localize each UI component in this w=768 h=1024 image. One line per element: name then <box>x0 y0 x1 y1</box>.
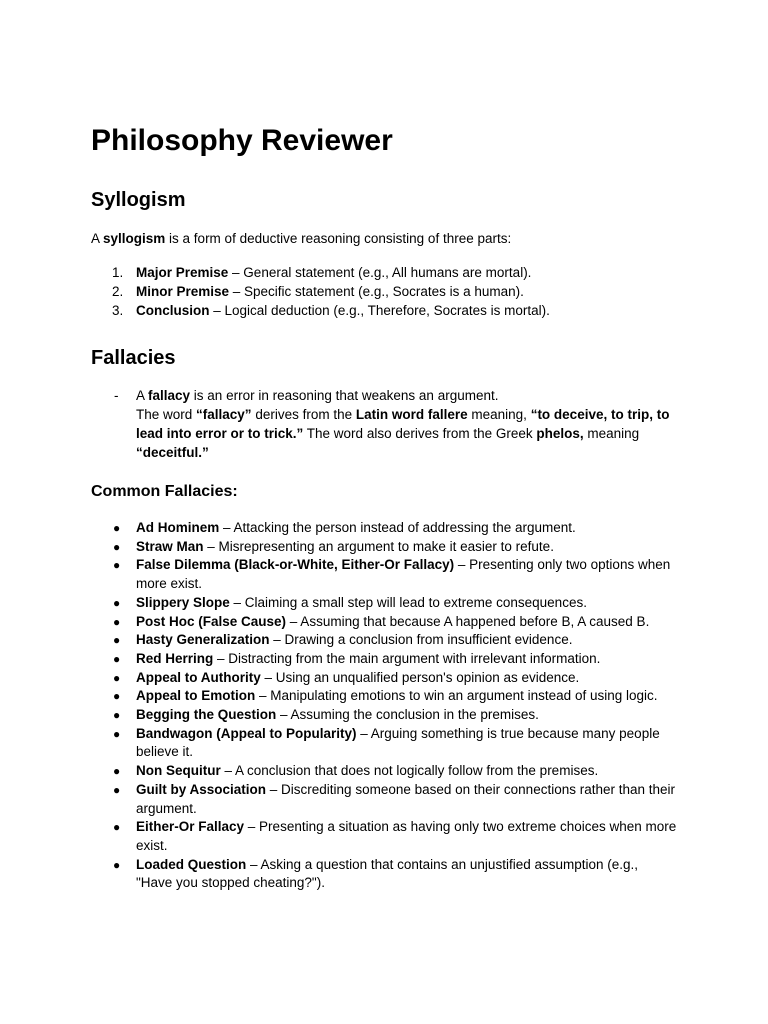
list-desc: – Discrediting someone based on their connections rather than their argument. <box>136 781 676 816</box>
list-desc: – Presenting only two options when more exist. <box>136 557 671 592</box>
def-bold: “to deceive, to trip, to lead into error or to trick.” <box>136 407 670 441</box>
def-text: The word also derives from the Greek <box>303 426 537 441</box>
list-item <box>91 556 678 593</box>
list-item <box>91 669 678 688</box>
list-item <box>91 613 678 632</box>
list-desc: – Distracting from the main argument with irrelevant information. <box>213 650 601 666</box>
bullet-marker: ● <box>113 689 121 704</box>
heading-fallacies: Fallacies <box>91 347 176 369</box>
list-item <box>91 594 678 613</box>
intro-text-before: A <box>91 231 104 246</box>
list-desc: – Specific statement (e.g., Socrates is a human). <box>229 284 524 299</box>
bullet-marker: ● <box>113 633 121 648</box>
list-term: Straw Man <box>136 538 204 554</box>
list-desc: – Presenting a situation as having only two extreme choices when more exist. <box>136 819 677 853</box>
list-term: Appeal to Emotion <box>136 688 256 704</box>
def-bold: “fallacy” <box>196 407 252 422</box>
def-text: meaning <box>583 426 640 441</box>
list-item <box>91 856 678 893</box>
def-text: A <box>136 388 149 403</box>
page-title: Philosophy Reviewer <box>91 124 393 157</box>
list-item <box>91 781 678 818</box>
def-bold: Latin word fallere <box>355 407 468 422</box>
list-desc: – Manipulating emotions to win an argument instead of using logic. <box>255 688 658 704</box>
list-term: Minor Premise <box>136 284 230 299</box>
dash-marker: - <box>114 388 119 403</box>
bullet-marker: ● <box>113 726 121 741</box>
list-desc: – Drawing a conclusion from insufficient evidence. <box>269 632 573 648</box>
list-term: Conclusion <box>136 303 210 318</box>
syllogism-parts-list <box>91 263 678 320</box>
def-bold: fallacy <box>148 388 191 403</box>
list-item <box>91 762 678 781</box>
list-item <box>91 538 678 557</box>
def-text: is an error in reasoning that weakens an argument. <box>190 388 499 403</box>
list-desc: – Assuming that because A happened before B, A caused B. <box>286 613 650 629</box>
list-item <box>91 818 678 855</box>
list-term: Bandwagon (Appeal to Popularity) <box>136 725 357 741</box>
list-term: Hasty Generalization <box>136 632 270 648</box>
list-term: Appeal to Authority <box>136 669 261 685</box>
list-desc: – Claiming a small step will lead to extreme consequences. <box>229 594 587 610</box>
list-item <box>91 263 678 282</box>
bullet-marker: ● <box>113 595 121 610</box>
list-term: Red Herring <box>136 650 214 666</box>
list-item <box>91 301 678 320</box>
bullet-marker: ● <box>113 857 121 872</box>
list-term: Ad Hominem <box>136 520 220 535</box>
list-term: Begging the Question <box>136 707 277 723</box>
list-desc: – Arguing something is true because many people believe it. <box>136 725 660 760</box>
list-item <box>91 706 678 725</box>
list-number: 2. <box>112 284 124 299</box>
list-item <box>91 687 678 706</box>
list-desc: – Using an unqualified person's opinion as evidence. <box>260 669 580 685</box>
list-term: Post Hoc (False Cause) <box>136 613 287 629</box>
list-term: False Dilemma (Black-or-White, Either-Or Fallacy) <box>136 557 455 573</box>
bullet-marker: ● <box>113 708 121 723</box>
list-desc: – Logical deduction (e.g., Therefore, Socrates is mortal). <box>209 303 550 318</box>
list-item <box>91 650 678 669</box>
heading-common-fallacies: Common Fallacies: <box>91 483 238 500</box>
intro-term: syllogism <box>103 231 166 246</box>
list-term: Loaded Question <box>136 856 247 872</box>
bullet-marker: ● <box>113 614 121 629</box>
bullet-marker: ● <box>113 558 121 573</box>
bullet-marker: ● <box>113 670 121 685</box>
list-item <box>91 631 678 650</box>
list-desc: – General statement (e.g., All humans are mortal). <box>228 265 532 280</box>
bullet-marker: ● <box>113 539 121 554</box>
bullet-marker: ● <box>113 820 121 835</box>
bullet-marker: ● <box>113 764 121 779</box>
list-term: Either-Or Fallacy <box>136 819 245 835</box>
common-fallacies-list <box>91 519 678 893</box>
list-desc: – Assuming the conclusion in the premises. <box>276 707 539 723</box>
list-item <box>91 519 678 538</box>
bullet-marker: ● <box>113 651 121 666</box>
def-text: The word <box>136 407 197 422</box>
def-bold: “deceitful.” <box>136 445 209 460</box>
list-item <box>91 282 678 301</box>
list-term: Major Premise <box>136 265 229 280</box>
syllogism-intro <box>91 229 678 248</box>
list-desc: – Asking a question that contains an unjustified assumption (e.g., "Have you stopped cheating?"). <box>136 856 639 891</box>
list-desc: – Misrepresenting an argument to make it easier to refute. <box>203 538 554 554</box>
bullet-marker: ● <box>113 521 121 535</box>
fallacy-definition <box>91 386 678 462</box>
list-term: Non Sequitur <box>136 763 221 779</box>
def-text: meaning, <box>467 407 531 422</box>
list-number: 3. <box>112 303 124 318</box>
bullet-marker: ● <box>113 782 121 797</box>
list-item <box>91 725 678 762</box>
list-desc: – Attacking the person instead of addressing the argument. <box>219 520 576 535</box>
list-term: Slippery Slope <box>136 594 230 610</box>
list-term: Guilt by Association <box>136 781 267 797</box>
heading-syllogism: Syllogism <box>91 189 186 211</box>
intro-text-after: is a form of deductive reasoning consisting of three parts: <box>165 231 512 246</box>
def-text: derives from the <box>251 407 356 422</box>
list-desc: – A conclusion that does not logically follow from the premises. <box>220 763 599 779</box>
list-number: 1. <box>112 265 124 280</box>
def-bold: phelos, <box>536 426 584 441</box>
